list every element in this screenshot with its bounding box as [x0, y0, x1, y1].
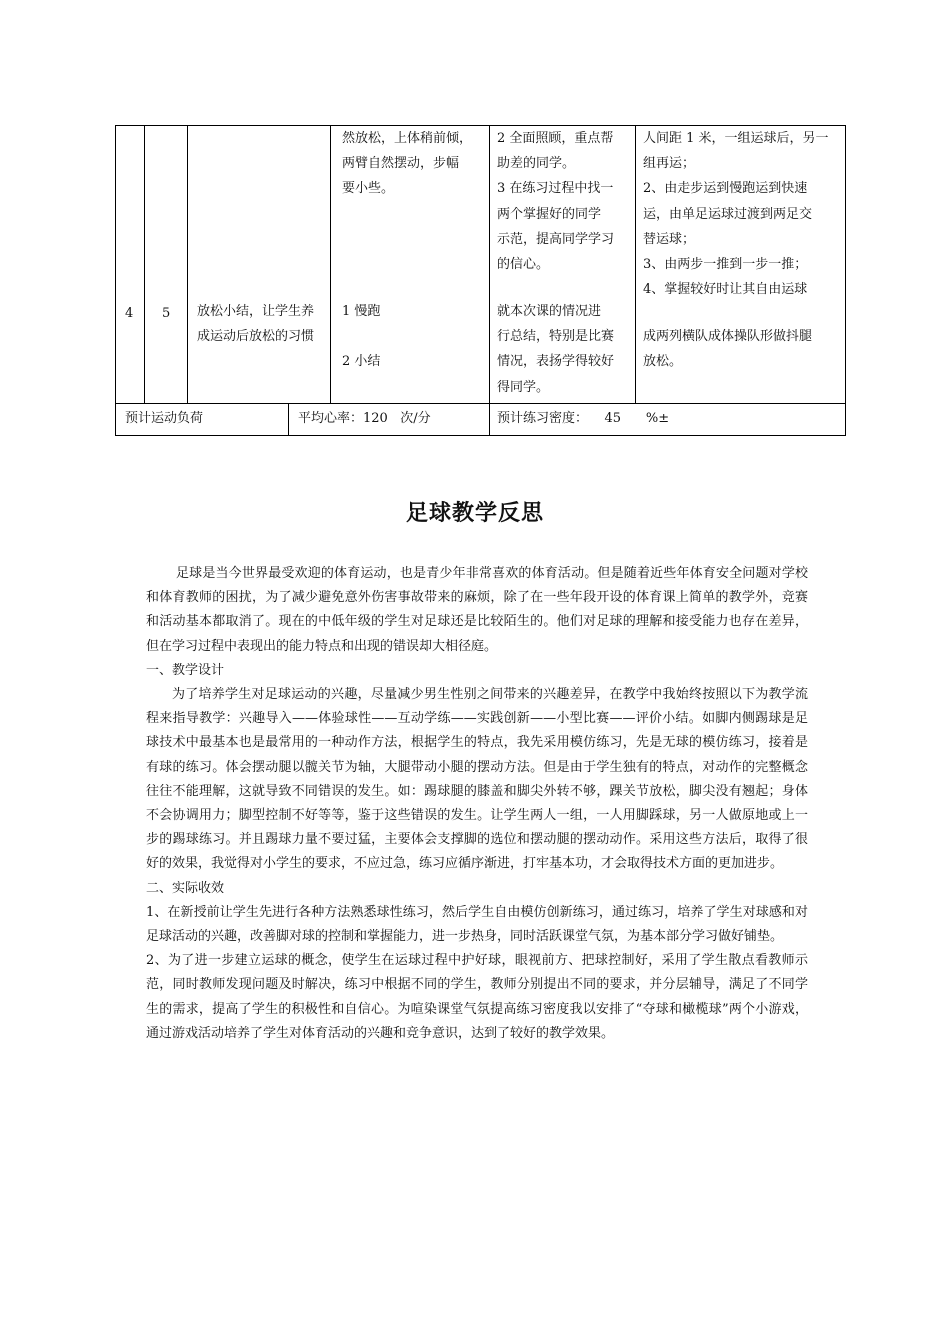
table-cell-line: 成两列横队成体操队形做抖腿: [643, 329, 813, 344]
table-cell-organization: [643, 324, 843, 374]
table-footer-heart-rate: 平均心率：120 次/分: [298, 411, 431, 426]
table-cell-line: 就本次课的情况进: [497, 304, 602, 319]
table-cell-line: 2 全面照顾，重点帮: [497, 131, 614, 146]
table-cell-teacher: [497, 299, 634, 400]
table-cell-minutes: 5: [162, 306, 171, 321]
table-column-divider: [187, 126, 188, 403]
table-column-divider: [635, 126, 636, 403]
list-item: 2、为了进一步建立运球的概念，使学生在运球过程中护好球，眼视前方、把球控制好，采用了学生散点看教师示范，同时教师发现问题及时解决，练习中根据不同的学生，教师分别提出不同的要求，并分层辅导，满足了不同学生的需求，提高了学生的积极性和自信心。为喧染课堂气氛提高练习密度我以安排了“夺球和橄榄球”两个小游戏，通过游戏活动培养了学生对体育活动的兴趣和竞争意识，达到了较好的教学效果。: [146, 953, 808, 1041]
table-cell-method: [342, 299, 487, 375]
table-cell-line: 得同学。: [497, 379, 550, 395]
table-cell-line: 然放松，上体稍前倾，: [342, 131, 473, 146]
table-cell-line: 示范，提高同学学习: [497, 231, 615, 247]
table-cell-content: [197, 299, 329, 349]
table-column-divider: [288, 403, 289, 435]
table-cell-line: 情况，表扬学得较好: [497, 354, 615, 370]
table-cell-line: 2 小结: [342, 354, 381, 370]
list-item: 1、在新授前让学生先进行各种方法熟悉球性练习，然后学生自由模仿创新练习，通过练习，培养了学生对球感和对足球活动的兴趣，改善脚对球的控制和掌握能力，进一步热身，同时活跃课堂气氛，为基本部分学习做好铺垫。: [146, 904, 808, 945]
table-cell-line: 两个掌握好的同学: [497, 206, 602, 222]
table-row-divider: [116, 403, 845, 404]
table-cell-line: 3 在练习过程中找一: [497, 181, 614, 197]
table-footer-density: 预计练习密度： 45 %±: [497, 411, 670, 426]
table-column-divider: [489, 126, 490, 403]
table-footer-load-label: 预计运动负荷: [125, 411, 204, 426]
table-cell-line: 放松小结，让学生养: [197, 304, 315, 319]
section-heading: 二、实际收效: [146, 880, 225, 896]
table-cell-line: 行总结，特别是比赛: [497, 329, 615, 345]
lesson-plan-table: [115, 125, 846, 436]
table-cell-line: 3、由两步一推到一步一推；: [643, 257, 808, 273]
table-cell-index: 4: [125, 306, 134, 321]
table-cell-line: 助差的同学。: [497, 156, 576, 172]
table-column-divider: [330, 126, 331, 403]
table-cell-teacher-continued: [497, 126, 634, 277]
table-cell-line: 2、由走步运到慢跑运到快速: [643, 181, 808, 197]
table-cell-line: 要小些。: [342, 181, 395, 197]
table-cell-method-continued: [342, 126, 487, 202]
essay-body: [146, 562, 808, 1046]
table-cell-organization-continued: [643, 126, 843, 302]
table-cell-line: 运，由单足运球过渡到两足交: [643, 206, 813, 222]
table-column-divider: [144, 126, 145, 403]
essay-intro-paragraph: 足球是当今世界最受欢迎的体育运动，也是青少年非常喜欢的体育活动。但是随着近些年体育安全问题对学校和体育教师的困扰，为了减少避免意外伤害事故带来的麻烦，除了在一些年段开设的体育课上简单的教学外，竞赛和活动基本都取消了。现在的中低年级的学生对足球还是比较陌生的。他们对足球的理解和接受能力也存在差异，但在学习过程中表现出的能力特点和出现的错误却大相径庭。: [146, 566, 808, 654]
section-heading: 一、教学设计: [146, 662, 225, 678]
table-cell-line: 4、掌握较好时让其自由运球: [643, 282, 808, 298]
table-cell-line: 替运球；: [643, 231, 696, 247]
table-cell-line: 成运动后放松的习惯: [197, 329, 315, 345]
table-cell-line: 两臂自然摆动，步幅: [342, 156, 460, 172]
table-cell-line: 1 慢跑: [342, 304, 381, 319]
table-cell-line: 的信心。: [497, 257, 550, 273]
table-cell-line: 组再运；: [643, 156, 696, 172]
page-title: 足球教学反思: [405, 501, 544, 526]
table-cell-line: 放松。: [643, 354, 683, 370]
table-column-divider: [489, 403, 490, 435]
table-cell-line: 人间距 1 米，一组运球后，另一: [643, 131, 829, 146]
section-paragraph: 为了培养学生对足球运动的兴趣，尽量减少男生性别之间带来的兴趣差异，在教学中我始终按照以下为教学流程来指导教学：兴趣导入——体验球性——互动学练——实践创新——小型比赛——评价小结。如脚内侧踢球是足球技术中最基本也是最常用的一种动作方法，根据学生的特点，我先采用模仿练习，先是无球的模仿练习，接着是有球的练习。体会摆动腿以髋关节为轴，大腿带动小腿的摆动方法。但是由于学生独有的特点，对动作的完整概念往往不能理解，这就导致不同错误的发生。如：踢球腿的膝盖和脚尖外转不够，踝关节放松，脚尖没有翘起；身体不会协调用力；脚型控制不好等等，鉴于这些错误的发生。让学生两人一组，一人用脚踩球，另一人做原地或上一步的踢球练习。并且踢球力量不要过猛，主要体会支撑脚的选位和摆动腿的摆动动作。采用这些方法后，取得了很好的效果，我觉得对小学生的要求，不应过急，练习应循序渐进，打牢基本功，才会取得技术方面的更加进步。: [146, 687, 808, 872]
